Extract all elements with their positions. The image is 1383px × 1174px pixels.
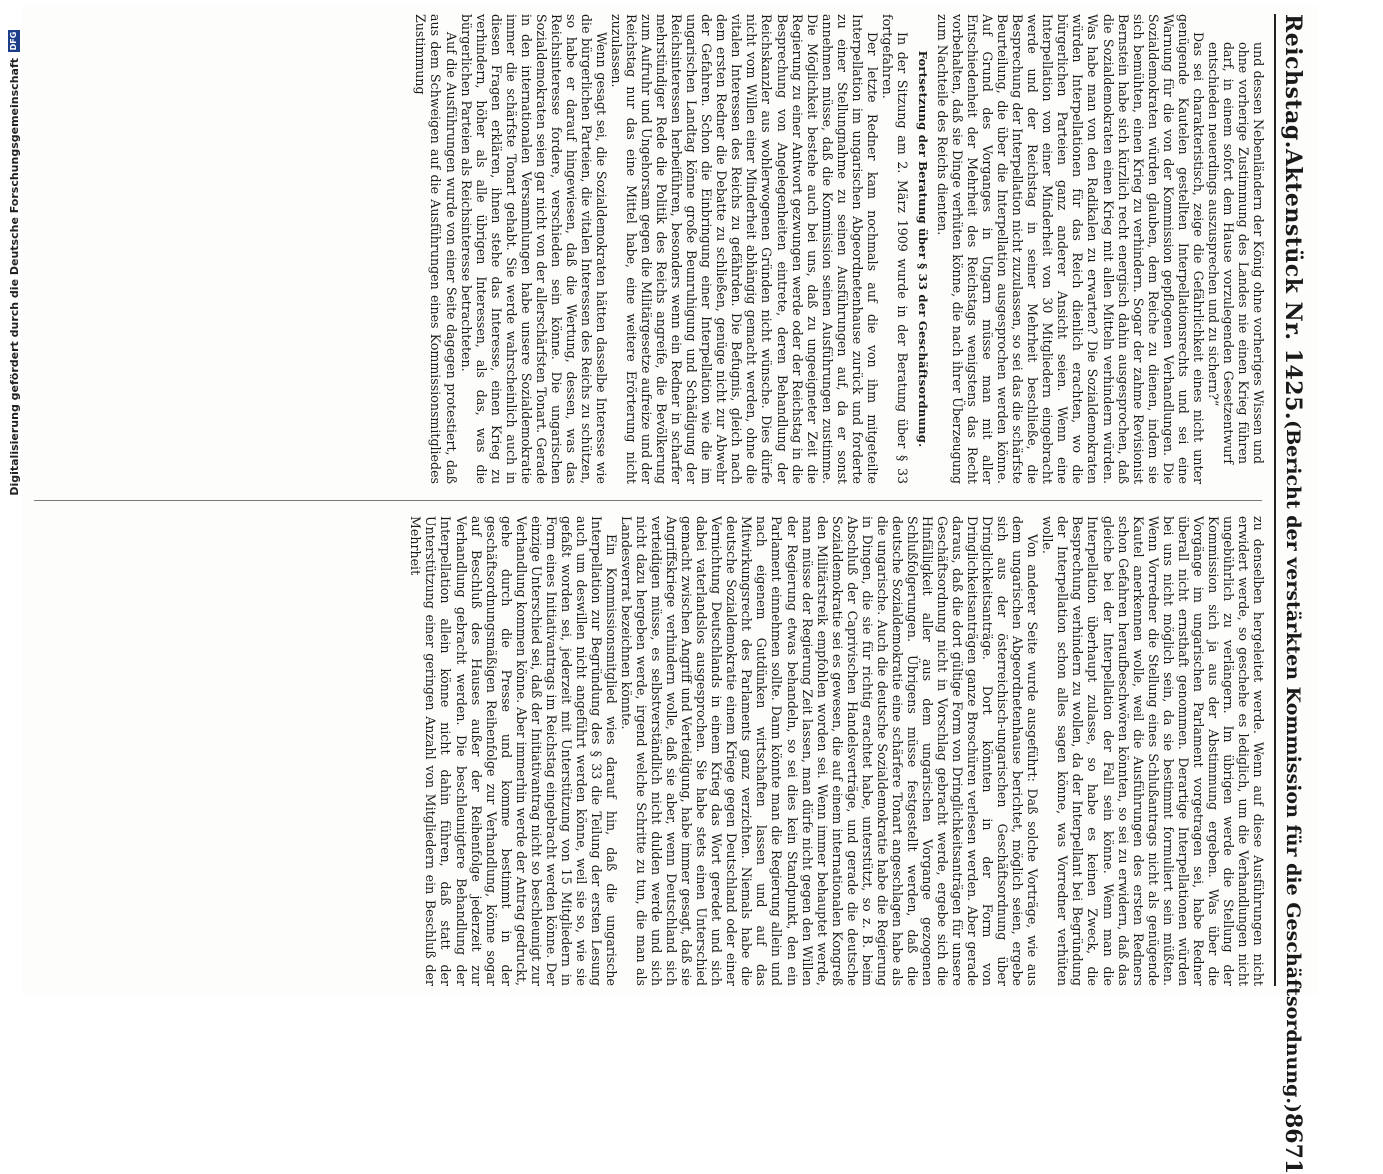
- paragraph: zu denselben hergeleitet werde. Wenn auf diese Ausführungen nicht erwidert werde, so geschehe es lediglich, um die Verhandlungen nicht ungebührlich zu verlängern. Im übrigen werde die Stellung der Kommission sich ja aus der Abstimmung ergeben. Was über die Vorgänge im ungarischen Parlament vorgetragen sei, habe Redner überall nicht ernsthaft genommen. Derartige Interpellationen würden bei uns nicht möglich sein, da sie bestimmt formuliert sein müßten. Wenn Vorredner die Stellung eines Schlußantrags nicht als genügende Kautel anerkennen wolle, weil die Ausführungen des ersten Redners schon Gefahren heraufbeschwören könnten, so sei zu erwidern, daß das gleiche bei der Interpellation der Fall sein könne. Wenn man die Interpellation überhaupt zulasse, so habe es keinen Zweck, die Besprechung verhindern zu wollen, da der Interpellant bei Begründung der Interpellation schon alles sagen könne, was Vorredner verhüten wolle.: [1040, 516, 1266, 986]
- header-title: (Bericht der verstärkten Kommission für die Geschäftsordnung.): [1282, 420, 1304, 1113]
- digitization-footer: [6, 30, 22, 990]
- paragraph: In der Sitzung am 2. März 1909 wurde in der Beratung über § 33 fortgefahren.: [879, 14, 910, 484]
- footer-credit: Digitalisierung gefördert durch die Deutsche Forschungsgemeinschaft: [7, 58, 21, 496]
- header-reichstag: Reichstag.: [1280, 14, 1306, 149]
- paragraph: Auf die Ausführungen wurde von einer Seite dagegen protestiert, daß aus dem Schweigen auf die Ausführungen eines Kommissionsmitgliedes Zustimmung: [413, 14, 459, 484]
- header-document-number: Aktenstück Nr. 1425.: [1280, 148, 1306, 421]
- text-columns: [30, 14, 1266, 986]
- document-page: [22, 6, 1318, 1174]
- quote-end-paragraph: und dessen Nebenländern der König ohne vorheriges Wissen und ohne vorherige Zustimmung des Landes nie einen Krieg führen darf, in einem sofort dem Hause vorzulegenden Gesetzentwurf entschieden neuerdings auszusprechen und zu sichern?“: [1205, 42, 1266, 464]
- paragraph: Ein Kommissionsmitglied wies darauf hin, daß die ungarische Interpellation zur Begründung des § 33 die Teilung der ersten Lesung auch um deswillen nicht angeführt werden könne, weil sie so, wie sie gefaßt worden sei, jederzeit mit Unterstützung von 15 Mitgliedern in Form eines Initiativantrags im Reichstag eingebracht werden könne. Der einzige Unterschied sei, daß der Initiativantrag nicht so beschleunigt zur Verhandlung kommen könne. Aber immerhin werde der Antrag gedruckt, gehe durch die Presse und komme bestimmt in der geschäftsordnungsmäßigen Reihenfolge zur Verhandlung, könne sogar auf Beschluß des Hauses außer der Reihenfolge jederzeit zur Verhandlung gebracht werden. Die beschleunigtere Behandlung der Interpellation allein könne nicht dahin führen, daß statt der Unterstützung einer geringen Anzahl von Mitgliedern ein Beschluß der Mehrheit: [408, 516, 619, 986]
- paragraph: Das sei charakteristisch, zeige die Gefährlichkeit eines nicht unter genügende Kautelen gestellten Interpellationsrechts und sei eine Warnung für die von der Kommission gepflogenen Verhandlungen. Die Sozialdemokraten würden glauben, dem Reiche zu dienen, indem sie sich bemühten, einen Krieg zu verhindern. Sogar der zahme Revisionist Bernstein habe sich kürzlich recht energisch dahin ausgesprochen, daß die Sozialdemokraten einen Krieg mit allen Mitteln verhindern würden. Was habe man von den Radikalen zu erwarten? Die Sozialdemokraten würden Interpellationen für das Reich dienlich erachten, wo die bürgerlichen Parteien ganz anderer Ansicht seien. Wenn eine Interpellation von einer Minderheit von 30 Mitgliedern eingebracht werde und der Reichstag in seiner Mehrheit beschließe, die Besprechung der Interpellation nicht zuzulassen, so sei das die schärfste Beurteilung, die über die Interpellation ausgesprochen werden könne. Auf Grund des Vorganges in Ungarn müsse man mit aller Entschiedenheit der Mehrheit des Reichstags wenigstens das Recht vorbehalten, daß sie Dinge verhüten könne, die nach ihrer Überzeugung zum Nachteile des Reichs dienten.: [935, 14, 1206, 484]
- section-heading: Fortsetzung der Beratung über § 33 der Geschäftsordnung.: [915, 50, 930, 448]
- right-column: [30, 516, 1266, 986]
- column-divider: [34, 500, 1262, 501]
- page-header: [1274, 14, 1310, 1174]
- paragraph: Von anderer Seite wurde ausgeführt: Daß solche Vorträge, wie aus dem ungarischen Abgeordnetenhause berichtet, möglich seien, ergebe sich aus der österreichisch-ungarischen Geschäftsordnung über Dringlichkeitsanträge. Dort könnten in der Form von Dringlichkeitsanträgen ganze Broschüren verlesen werden. Aber gerade daraus, daß die dort gültige Form von Dringlichkeitsanträgen für unsere Geschäftsordnung nicht in Vorschlag gebracht werde, ergebe sich die Hinfälligkeit aller aus dem ungarischen Vorgange gezogenen Schlußfolgerungen. Übrigens müsse festgestellt werden, daß die deutsche Sozialdemokratie eine schärfere Tonart angeschlagen habe als die ungarische. Auch die deutsche Sozialdemokratie habe die Regierung in Dingen, die sie für richtig erachtet habe, unterstützt, so z. B. beim Abschluß der Caprivischen Handelsverträge, und gerade die deutsche Sozialdemokratie sei es gewesen, die auf einem internationalen Kongreß den Militärstreik empfohlen worden sei. Wenn immer behauptet werde, man müsse der Regierung Zeit lassen, man dürfe nicht gegen den Willen der Regierung etwas behandeln, so sei dies kein Standpunkt, den ein Parlament einnehmen sollte. Dann könnte man die Regierung allein und nach eigenem Gutdünken wirtschaften lassen und auf das Mitwirkungsrecht des Parlaments ganz verzichten. Niemals habe die deutsche Sozialdemokratie einem Kriege gegen Deutschland oder einer Vernichtung Deutschlands in einem Krieg das Wort geredet und sich dabei vaterlandslos ausgesprochen. Sie habe stets einen Unterschied gemacht zwischen Angriff und Verteidigung, habe immer gesagt, daß sie Angriffskriege verhindern wolle, daß sie aber, wenn Deutschland sich verteidigen müsse, es selbstverständlich nicht dulden werde und sich nicht dazu hergeben werde, irgend welche Schritte zu tun, die man als Landesverrat bezeichnen könnte.: [619, 516, 1041, 986]
- page-number: 8671: [1280, 1112, 1306, 1174]
- left-column: [30, 14, 1266, 484]
- paragraph: Der letzte Redner kam nochmals auf die von ihm mitgeteilte Interpellation im ungarischen Abgeordnetenhause zurück und forderte zu einer Stellungnahme zu seinen Ausführungen auf, da er sonst annehmen müsse, daß die Kommission seinen Ausführungen zustimme. Die Möglichkeit bestehe auch bei uns, daß zu ungeeigneter Zeit die Regierung zu einer Antwort gezwungen werde oder der Reichstag in die Besprechung von Angelegenheiten eintrete, deren Behandlung der Reichskanzler aus wohlerwogenen Gründen nicht wünsche. Dies dürfe nicht vom Willen einer Minderheit abhängig gemacht werden, ohne die vitalen Interessen des Reichs zu gefährden. Die Befugnis, gleich nach dem ersten Redner die Debatte zu schließen, genüge nicht zur Abwehr der Gefahren. Schon die Einbringung einer Interpellation wie die im ungarischen Landtag könne große Beunruhigung und Schädigung der Reichsinteressen herbeiführen, besonders wenn ein Redner in scharfer mehrstündiger Rede die Politik des Reichs angreife, die Bevölkerung zum Aufruhr und Ungehorsam gegen die Militärgesetze aufreize und der Reichstag nur das eine Mittel habe, eine weitere Erörterung nicht zuzulassen.: [609, 14, 880, 484]
- dfg-logo-icon: DFG: [9, 31, 18, 51]
- paragraph: Wenn gesagt sei, die Sozialdemokraten hätten dasselbe Interesse wie die bürgerlichen Parteien, die vitalen Interessen des Reichs zu schützen, so habe er darauf hingewiesen, daß die Wertung, dessen, was das Reichsinteresse fordere, verschieden sein könne. Die ungarischen Sozialdemokraten seien gar nicht von der allerschärfsten Tonart. Gerade in den internationalen Versammlungen habe unsere Sozialdemokratie immer die schärfste Tonart gehabt. Sie werde wahrscheinlich auch in diesen Fragen erklären, ihnen stehe das Interesse, einen Krieg zu verhindern, höher als alle übrigen Interessen, als das, was die bürgerlichen Parteien als Reichsinteresse betrachteten.: [458, 14, 609, 484]
